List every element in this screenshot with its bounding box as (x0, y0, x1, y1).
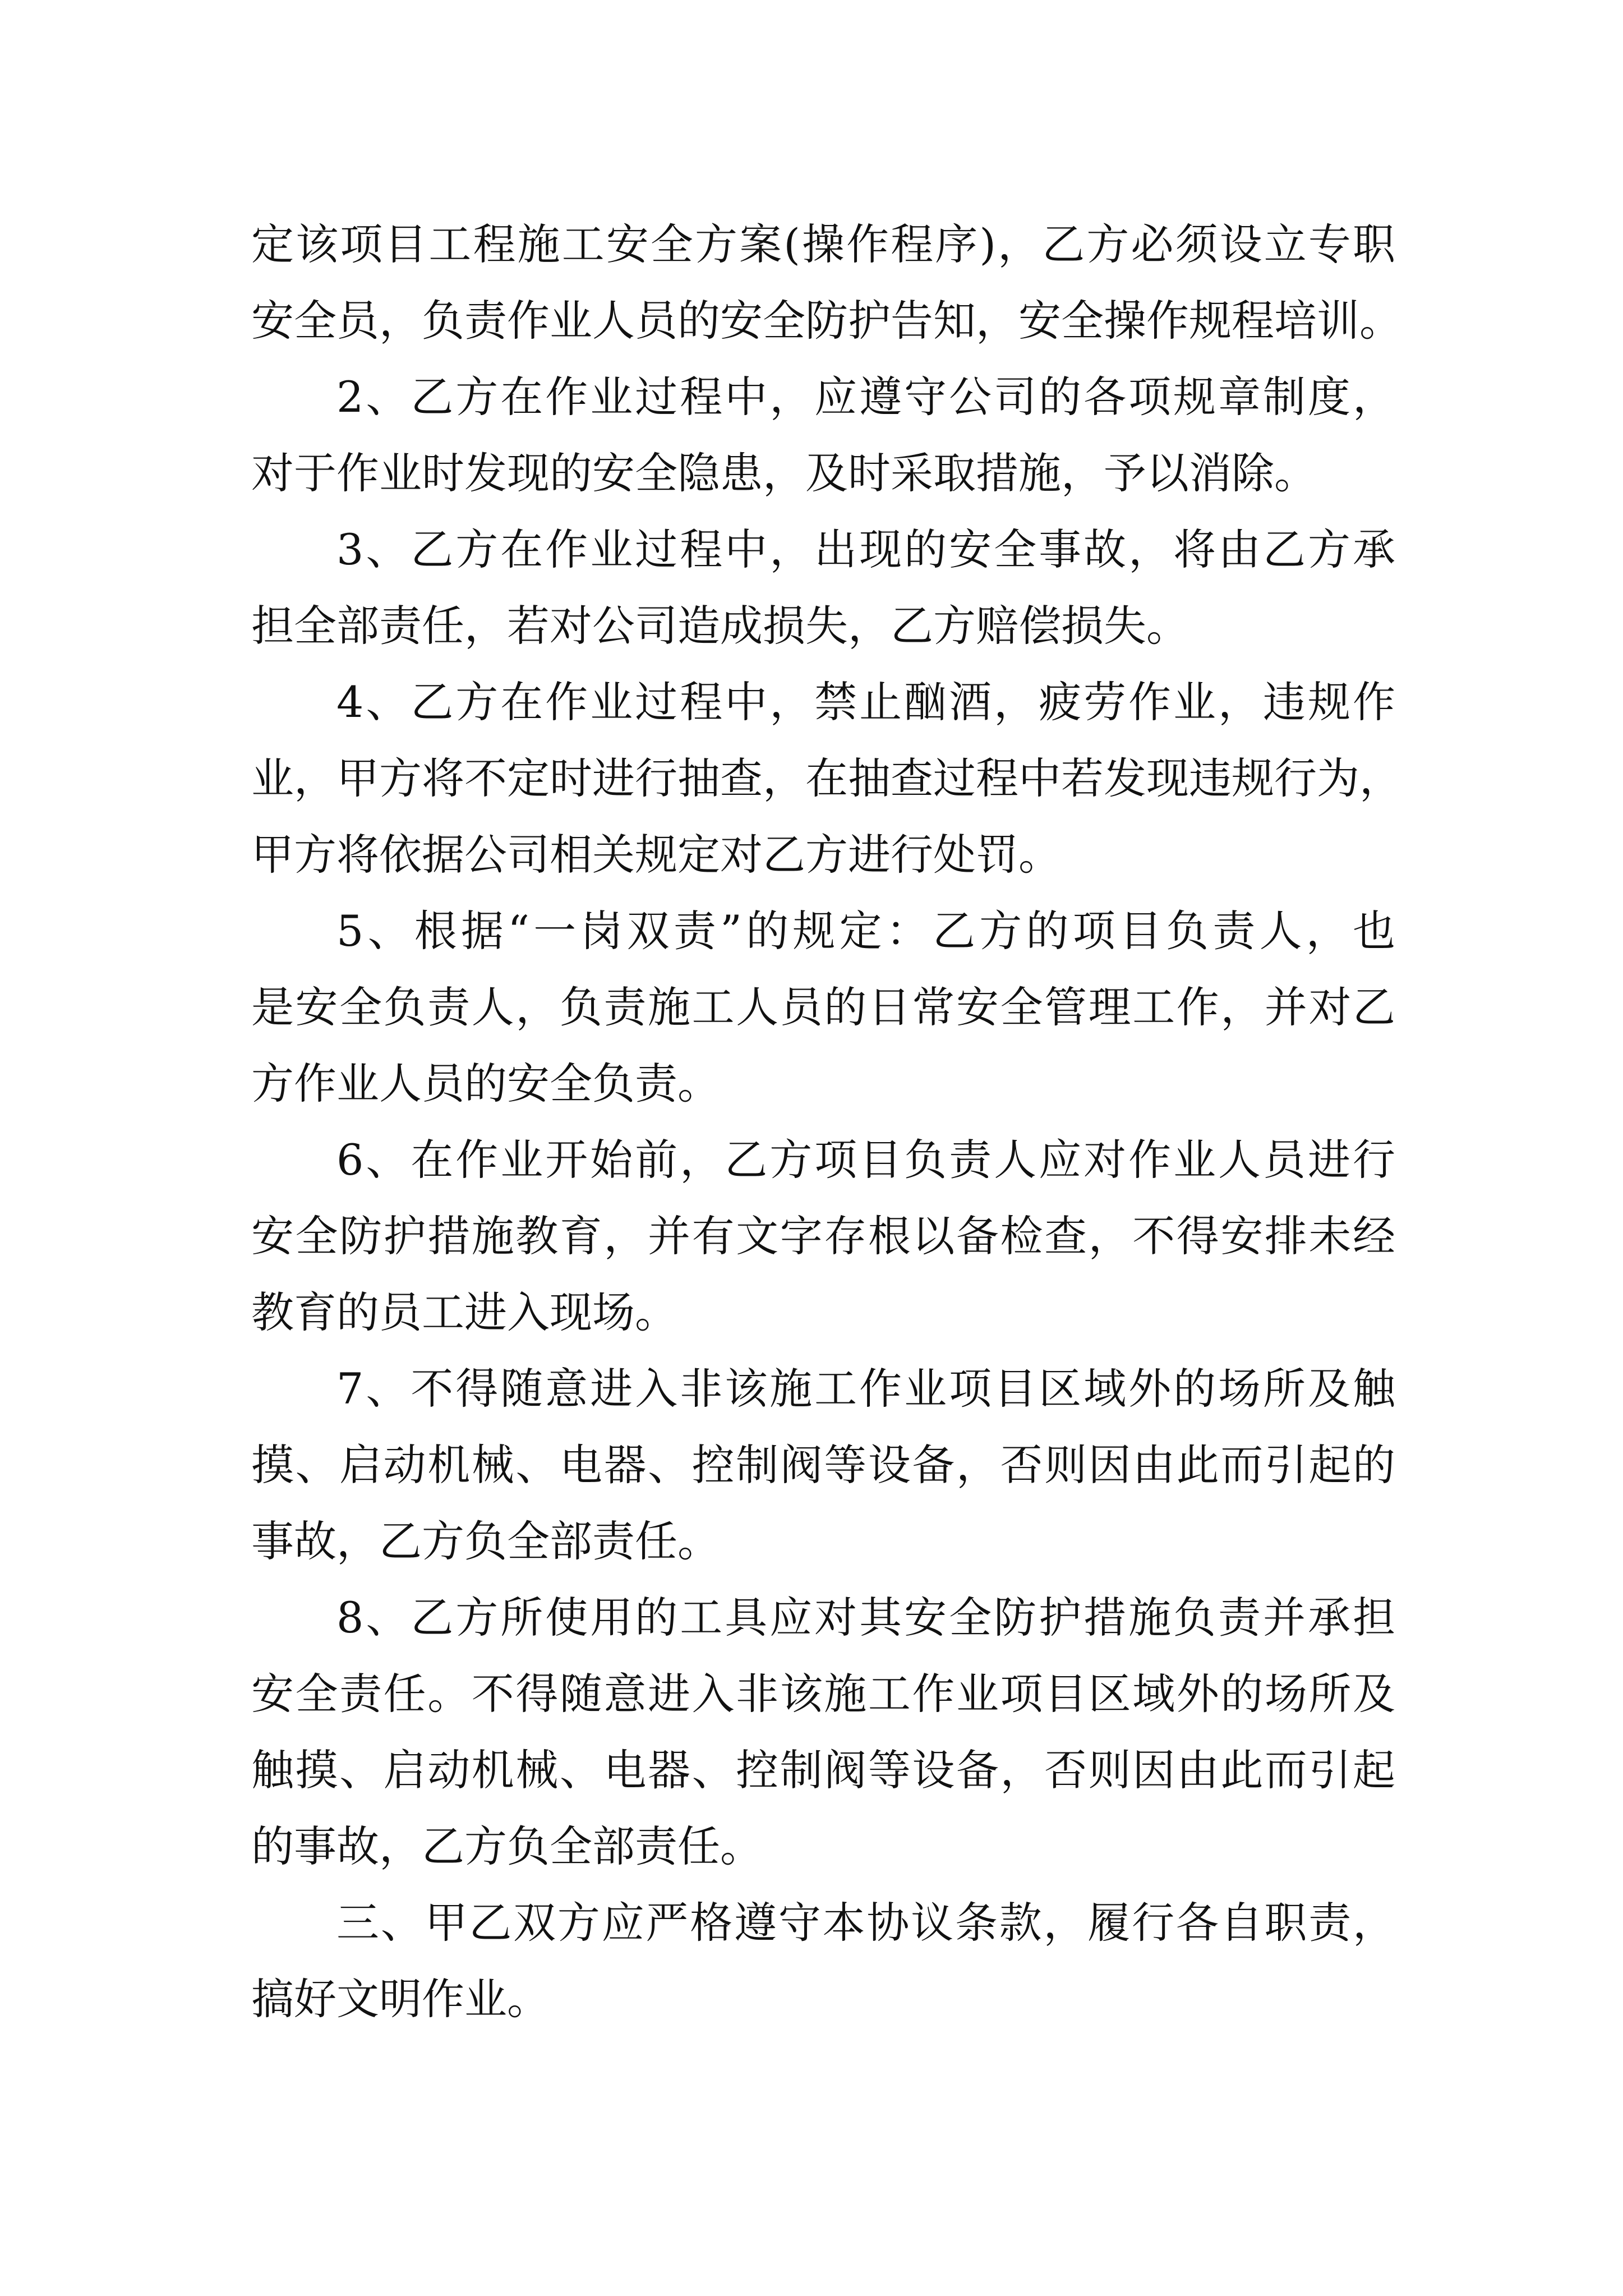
clause-4-line: 4、乙方在作业过程中，禁止酗酒，疲劳作业，违规作 (336, 677, 1395, 727)
text-line: 教育的员工进入现场。 (251, 1287, 677, 1337)
text-line: 安全防护措施教育，并有文字存根以备检查，不得安排未经 (251, 1211, 1395, 1261)
clause-8-line: 8、乙方所使用的工具应对其安全防护措施负责并承担 (336, 1593, 1395, 1642)
text-line: 业，甲方将不定时进行抽查，在抽查过程中若发现违规行为， (251, 753, 1402, 803)
text-line: 安全员，负责作业人员的安全防护告知，安全操作规程培训。 (251, 296, 1402, 346)
clause-5-line: 5、根据“一岗双责”的规定：乙方的项目负责人，也 (336, 906, 1395, 956)
text-line: 对于作业时发现的安全隐患，及时采取措施，予以消除。 (251, 448, 1317, 498)
clause-7-line: 7、不得随意进入非该施工作业项目区域外的场所及触 (336, 1364, 1395, 1414)
text-line: 摸、启动机械、电器、控制阀等设备，否则因由此而引起的 (251, 1440, 1395, 1490)
text-line: 安全责任。不得随意进入非该施工作业项目区域外的场所及 (251, 1669, 1395, 1719)
text-line: 方作业人员的安全负责。 (251, 1059, 720, 1108)
text-line: 定该项目工程施工安全方案(操作程序)，乙方必须设立专职 (251, 219, 1395, 269)
clause-6-line: 6、在作业开始前，乙方项目负责人应对作业人员进行 (336, 1135, 1395, 1185)
section-3-line: 三、甲乙双方应严格遵守本协议条款，履行各自职责， (336, 1898, 1395, 1948)
text-line: 的事故，乙方负全部责任。 (251, 1821, 763, 1871)
clause-2-line: 2、乙方在作业过程中，应遵守公司的各项规章制度， (336, 372, 1395, 422)
text-line: 搞好文明作业。 (251, 1974, 550, 2024)
text-line: 触摸、启动机械、电器、控制阀等设备，否则因由此而引起 (251, 1745, 1395, 1795)
text-line: 甲方将依据公司相关规定对乙方进行处罚。 (251, 830, 1061, 880)
clause-3-line: 3、乙方在作业过程中，出现的安全事故，将由乙方承 (336, 524, 1395, 574)
agreement-text (251, 206, 1402, 2037)
text-line: 事故，乙方负全部责任。 (251, 1516, 720, 1566)
text-line: 是安全负责人，负责施工人员的日常安全管理工作，并对乙 (251, 982, 1395, 1032)
text-line: 担全部责任，若对公司造成损失，乙方赔偿损失。 (251, 601, 1189, 651)
